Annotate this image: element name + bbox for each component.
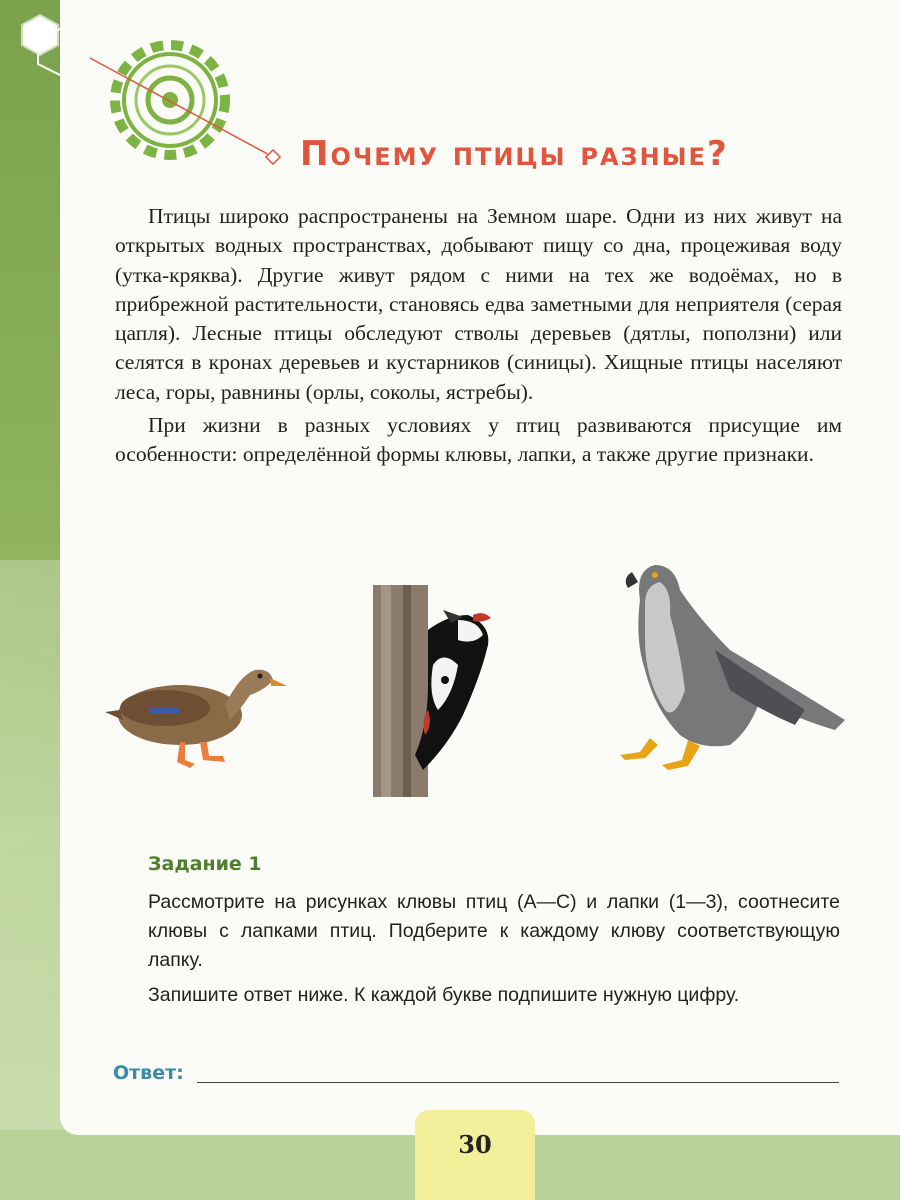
page-number: 30	[458, 1130, 492, 1159]
background-pattern	[0, 560, 60, 1160]
gear-icon	[115, 45, 225, 155]
duck-illustration	[105, 670, 287, 768]
hexagon-icon	[22, 15, 86, 76]
paragraph-2: При жизни в разных условиях у птиц развиваются присущие им особенности: определённой формы клювы, лапки, а также другие признаки.	[115, 413, 842, 467]
woodpecker-illustration	[373, 585, 491, 797]
hawk-illustration	[620, 565, 845, 770]
paragraph-1: Птицы широко распространены на Земном шаре. Одни из них живут на открытых водных пространствах, добывают пищу со дна, процеживая воду (утка-кряква). Другие живут рядом с ними на тех же водоёмах, но в прибрежной растительности, становясь едва заметными для неприятеля (серая цапля). Лесные птицы обследуют стволы деревьев (дятлы, поползни) или селятся в кронах деревьев и кустарников (синицы). Хищные птицы населяют леса, горы, равнины (орлы, соколы, ястребы).	[115, 204, 842, 404]
answer-label: Ответ:	[113, 1062, 184, 1084]
task-instruction-1: Рассмотрите на рисунках клювы птиц (А—С) и лапки (1—3), соотнесите клювы с лапками птиц. Подберите к каждому клюву соответствующую лапку.	[148, 891, 840, 971]
task-title: Задание 1	[148, 853, 262, 875]
intro-text	[115, 202, 842, 474]
task-instruction-2: Запишите ответ ниже. К каждой букве подпишите нужную цифру.	[148, 984, 740, 1006]
page-title: Почему птицы разные?	[300, 134, 729, 174]
task-text	[148, 888, 840, 1016]
birds-illustration	[105, 560, 865, 810]
answer-field[interactable]	[197, 1082, 839, 1083]
